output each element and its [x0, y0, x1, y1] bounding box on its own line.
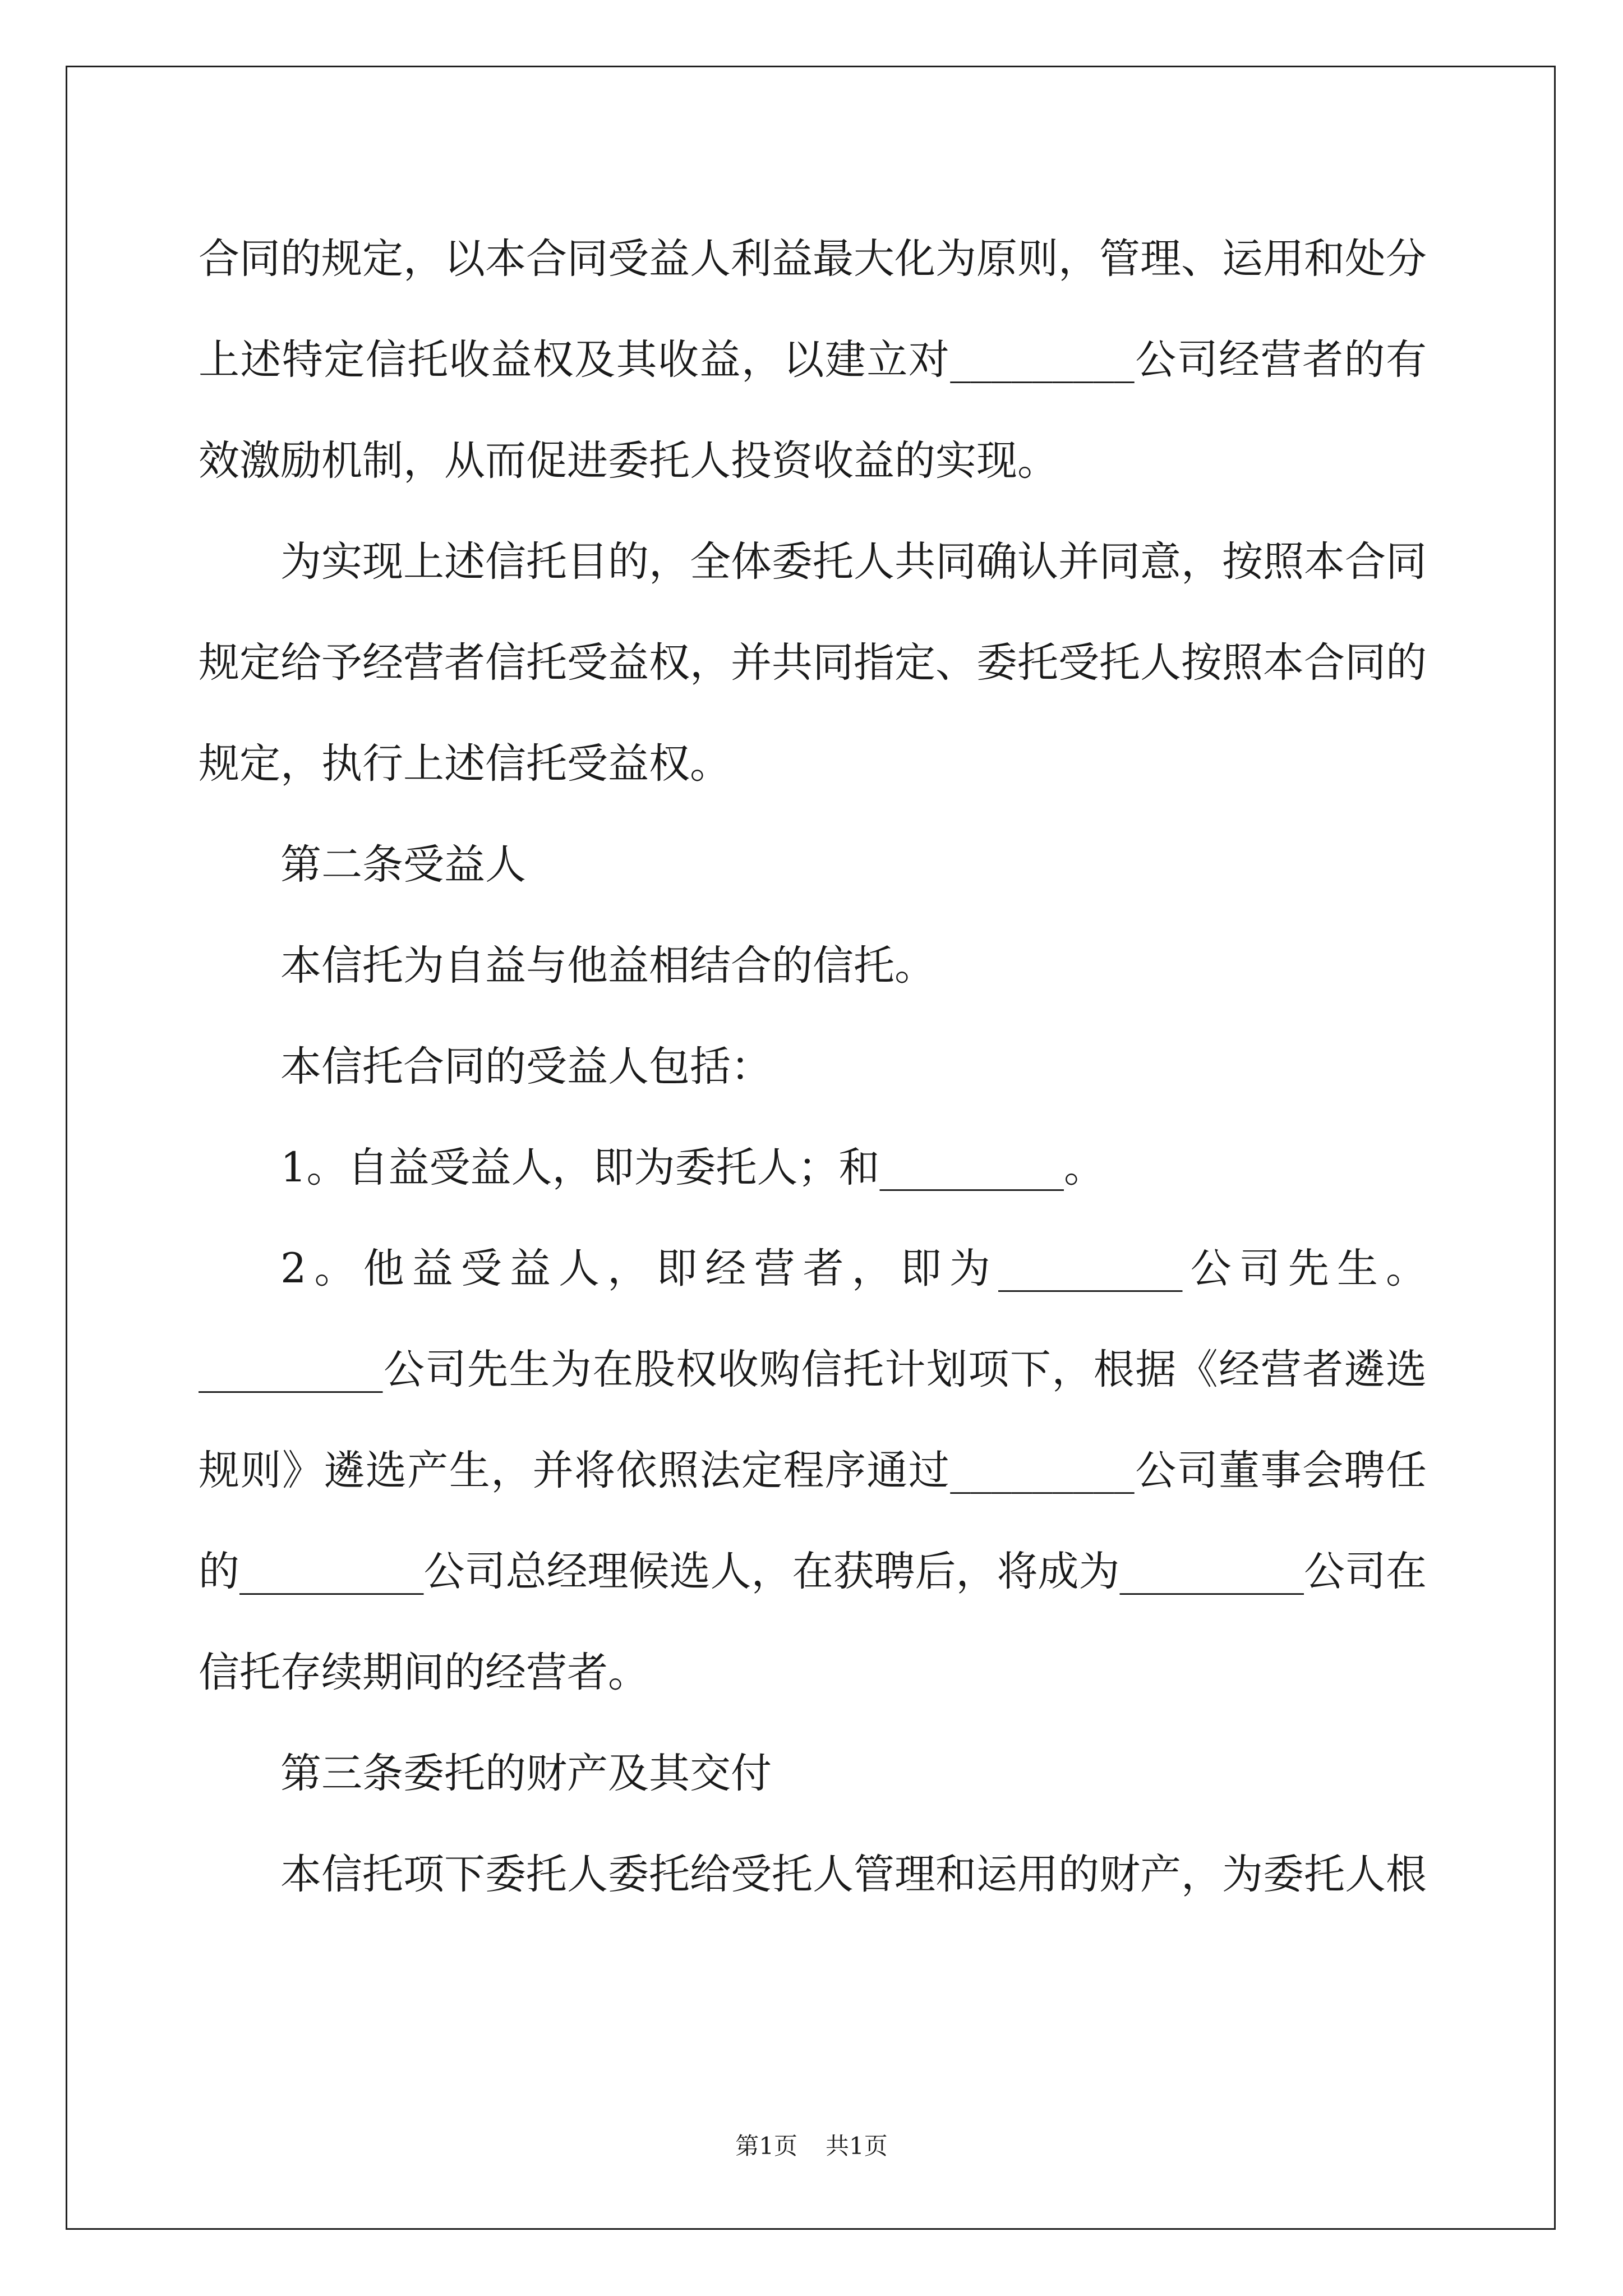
document-body — [199, 209, 1427, 1925]
article-3-heading: 第三条委托的财产及其交付 — [280, 1750, 772, 1797]
paragraph-beneficiaries-intro: 本信托合同的受益人包括： — [280, 1043, 772, 1091]
page-footer — [0, 2129, 1623, 2163]
paragraph-trust-type: 本信托为自益与他益相结合的信托。 — [280, 942, 935, 990]
article-2-heading: 第二条受益人 — [280, 841, 526, 889]
paragraph-continuation: 合同的规定，以本合同受益人利益最大化为原则，管理、运用和处分上述特定信托收益权及其收益，以建立对_________公司经营者的有效激励机制，从而促进委托人投资收益的实现。 — [199, 235, 1427, 485]
paragraph-purpose: 为实现上述信托目的，全体委托人共同确认并同意，按照本合同规定给予经营者信托受益权，并共同指定、委托受托人按照本合同的规定，执行上述信托受益权。 — [199, 538, 1427, 788]
page-number: 第1页 — [735, 2132, 797, 2160]
paragraph-trust-property: 本信托项下委托人委托给受托人管理和运用的财产，为委托人根 — [280, 1851, 1427, 1898]
page-total: 共1页 — [826, 2132, 888, 2160]
paragraph-beneficiary-2: 2。他益受益人，即经营者，即为_________公司先生。_________公司先生为在股权收购信托计划项下，根据《经营者遴选规则》遴选产生，并将依照法定程序通过_________公司董事会聘任的_________公司总经理候选人，在获聘后，将成为_________公司在信托存续期间的经营者。 — [199, 1245, 1427, 1696]
paragraph-beneficiary-1: 1。自益受益人，即为委托人；和_________。 — [280, 1144, 1105, 1191]
